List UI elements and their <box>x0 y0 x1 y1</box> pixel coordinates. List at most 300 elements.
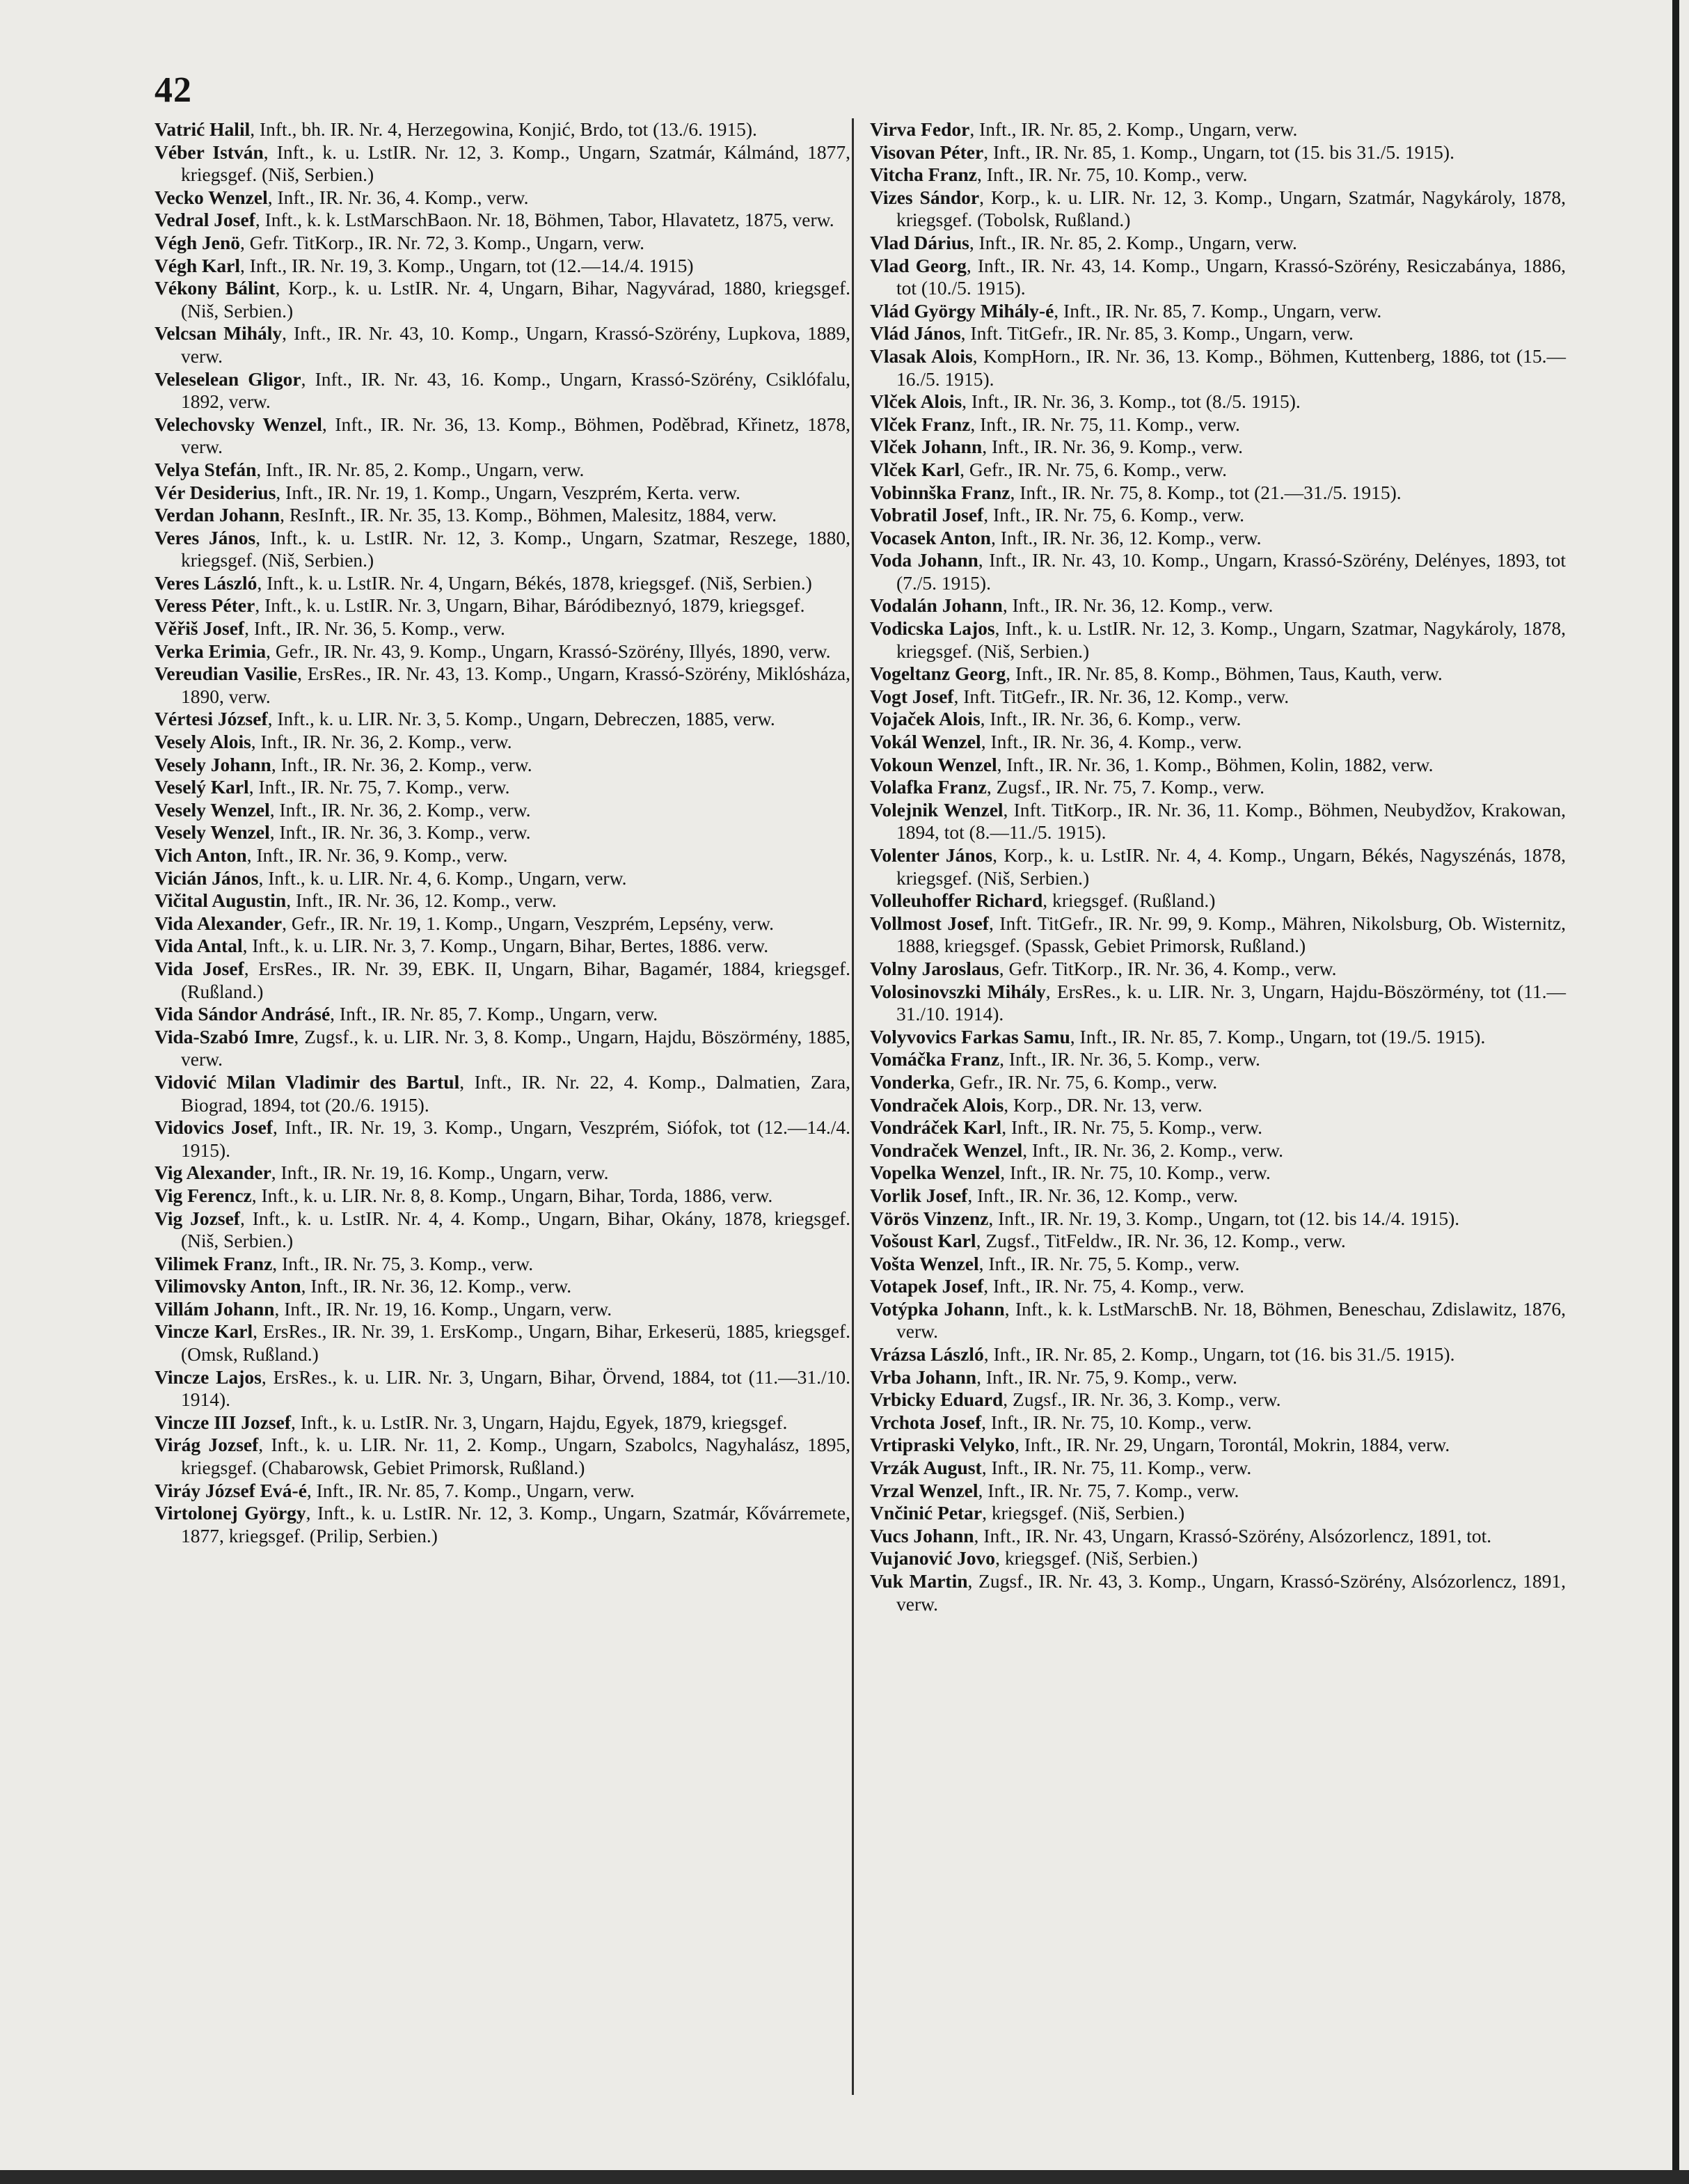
casualty-entry: Vuk Martin, Zugsf., IR. Nr. 43, 3. Komp., Ungarn, Krassó-Szörény, Alsózorlencz, 1891, verw. <box>870 1570 1566 1615</box>
casualty-entry: Vértesi József, Inft., k. u. LIR. Nr. 3, 5. Komp., Ungarn, Debreczen, 1885, verw. <box>154 708 775 730</box>
entry-details: ErsRes., k. u. LIR. Nr. 3, Ungarn, Hajdu-Böszörmény, tot (11.—31./10. 1914). <box>896 980 1566 1025</box>
casualty-entry: Vesely Alois, Inft., IR. Nr. 36, 2. Komp., verw. <box>154 731 512 753</box>
entry-name: Vecko Wenzel <box>154 186 268 208</box>
entry-details: Inft., IR. Nr. 85, 1. Komp., Ungarn, tot (15. bis 31./5. 1915). <box>992 141 1454 163</box>
entry-name: Vidovics Josef <box>154 1116 273 1139</box>
casualty-entry: Vilimek Franz, Inft., IR. Nr. 75, 3. Komp., verw. <box>154 1252 534 1274</box>
casualty-entry: Vrtipraski Velyko, Inft., IR. Nr. 29, Ungarn, Torontál, Mokrin, 1884, verw. <box>870 1434 1450 1456</box>
entry-name: Vrzák August <box>870 1457 982 1479</box>
entry-details: Inft., IR. Nr. 36, 3. Komp., verw. <box>279 821 531 844</box>
casualty-entry: Vošoust Karl, Zugsf., TitFeldw., IR. Nr. 36, 12. Komp., verw. <box>870 1230 1346 1252</box>
entry-name: Vondraček Wenzel <box>870 1139 1023 1161</box>
casualty-entry: Vida Antal, Inft., k. u. LIR. Nr. 3, 7. Komp., Ungarn, Bihar, Bertes, 1886. verw. <box>154 935 769 957</box>
casualty-entry: Vidović Milan Vladimir des Bartul, Inft., IR. Nr. 22, 4. Komp., Dalmatien, Zara, Biograd, 1894, tot (20./6. 1915). <box>154 1070 850 1116</box>
entry-name: Velcsan Mihály <box>154 322 283 345</box>
casualty-entry: Vereudian Vasilie, ErsRes., IR. Nr. 43, 13. Komp., Ungarn, Krassó-Szörény, Miklósháza, 1890, verw. <box>154 663 851 707</box>
casualty-entry: Veress Péter, Inft., k. u. LstIR. Nr. 3, Ungarn, Bihar, Báródibeznyó, 1879, kriegsgef. <box>154 594 805 617</box>
entry-name: Vrázsa László <box>870 1343 984 1366</box>
entry-name: Vošta Wenzel <box>870 1252 979 1274</box>
casualty-entry: Vilimovsky Anton, Inft., IR. Nr. 36, 12. Komp., verw. <box>154 1275 572 1297</box>
casualty-entry: Vig Ferencz, Inft., k. u. LIR. Nr. 8, 8. Komp., Ungarn, Bihar, Torda, 1886, verw. <box>154 1184 773 1206</box>
entry-name: Vlád János <box>870 322 961 345</box>
entry-name: Virva Fedor <box>870 118 970 140</box>
entry-details: Inft., IR. Nr. 36, 12. Komp., verw. <box>977 1184 1238 1206</box>
casualty-entry: Villám Johann, Inft., IR. Nr. 19, 16. Komp., Ungarn, verw. <box>154 1297 612 1320</box>
entry-name: Vér Desiderius <box>154 481 276 503</box>
entry-name: Vilimek Franz <box>154 1252 273 1274</box>
entry-name: Veres László <box>154 571 257 594</box>
entry-name: Vlček Johann <box>870 436 983 458</box>
casualty-entry: Vujanović Jovo, kriegsgef. (Niš, Serbien.) <box>870 1547 1198 1569</box>
casualty-entry: Vincze Karl, ErsRes., IR. Nr. 39, 1. ErsKomp., Ungarn, Bihar, Erkeserü, 1885, kriegsgef. (Omsk, Rußland.) <box>154 1320 850 1366</box>
casualty-entry: Vlček Alois, Inft., IR. Nr. 36, 3. Komp., tot (8./5. 1915). <box>870 390 1301 413</box>
entry-name: Vollmost Josef <box>870 912 989 934</box>
entry-details: Inft., IR. Nr. 36, 9. Komp., verw. <box>256 844 508 866</box>
entry-name: Vuk Martin <box>870 1570 968 1592</box>
casualty-entry: Vér Desiderius, Inft., IR. Nr. 19, 1. Komp., Ungarn, Veszprém, Kerta. verw. <box>154 481 740 503</box>
casualty-entry: Velya Stefán, Inft., IR. Nr. 85, 2. Komp., Ungarn, verw. <box>154 458 585 480</box>
entry-details: Inft., k. u. LstIR. Nr. 12, 3. Komp., Ungarn, Szatmar, Nagykároly, 1878, kriegsgef. (Niš, Serbien.) <box>896 617 1566 662</box>
casualty-entry: Vomáčka Franz, Inft., IR. Nr. 36, 5. Komp., verw. <box>870 1048 1260 1070</box>
entry-details: Inft., k. u. LstIR. Nr. 12, 3. Komp., Ungarn, Szatmar, Reszege, 1880, kriegsgef. (Niš, Serbien.) <box>181 526 851 571</box>
entry-details: Inft., IR. Nr. 22, 4. Komp., Dalmatien, Zara, Biograd, 1894, tot (20./6. 1915). <box>181 1070 850 1116</box>
entry-name: Vrba Johann <box>870 1366 977 1388</box>
entry-details: Inft., IR. Nr. 36, 4. Komp., verw. <box>990 731 1242 753</box>
entry-details: Inft., IR. Nr. 43, 10. Komp., Ungarn, Krassó-Szörény, Delényes, 1893, tot (7./5. 1915). <box>896 549 1566 594</box>
entry-name: Volny Jaroslaus <box>870 957 999 979</box>
casualty-entry: Vincze Lajos, ErsRes., k. u. LIR. Nr. 3, Ungarn, Bihar, Örvend, 1884, tot (11.—31./10. 1914). <box>154 1366 851 1411</box>
entry-name: Volosinovszki Mihály <box>870 980 1046 1002</box>
entry-name: Vatrić Halil <box>154 118 251 140</box>
casualty-entry: Vedral Josef, Inft., k. k. LstMarschBaon. Nr. 18, Böhmen, Tabor, Hlavatetz, 1875, verw. <box>154 209 834 231</box>
entry-details: Inft., IR. Nr. 43, 10. Komp., Ungarn, Krassó-Szörény, Lupkova, 1889, verw. <box>181 322 850 367</box>
casualty-entry: Volosinovszki Mihály, ErsRes., k. u. LIR. Nr. 3, Ungarn, Hajdu-Böszörmény, tot (11.—31./10. 1914). <box>870 980 1566 1025</box>
entry-name: Volyvovics Farkas Samu <box>870 1025 1070 1047</box>
entry-name: Vilimovsky Anton <box>154 1275 301 1297</box>
entry-name: Vobinnška Franz <box>870 481 1010 503</box>
casualty-entry: Vollmost Josef, Inft. TitGefr., IR. Nr. 99, 9. Komp., Mähren, Nikolsburg, Ob. Wisternitz, 1888, kriegsgef. (Spassk, Gebiet Primorsk, Rußland.) <box>870 912 1566 957</box>
casualty-entry: Virág Jozsef, Inft., k. u. LIR. Nr. 11, 2. Komp., Ungarn, Szabolcs, Nagyhalász, 1895, kriegsgef. (Chabarowsk, Gebiet Primorsk, Rußland.) <box>154 1434 850 1479</box>
casualty-entry: Vida Sándor Andrásé, Inft., IR. Nr. 85, 7. Komp., Ungarn, verw. <box>154 1003 658 1025</box>
casualty-entry: Vida Josef, ErsRes., IR. Nr. 39, EBK. II, Ungarn, Bihar, Bagamér, 1884, kriegsgef. (Rußland.) <box>154 957 850 1002</box>
entry-name: Vig Alexander <box>154 1162 271 1184</box>
entry-name: Vonderka <box>870 1070 951 1093</box>
entry-details: Inft., IR. Nr. 85, 2. Komp., Ungarn, verw. <box>979 118 1298 140</box>
entry-details: Gefr. TitKorp., IR. Nr. 72, 3. Komp., Ungarn, verw. <box>249 231 645 253</box>
entry-details: Inft., k. u. LIR. Nr. 3, 7. Komp., Ungarn, Bihar, Bertes, 1886. verw. <box>252 935 769 957</box>
entry-details: Inft., k. u. LstIR. Nr. 3, Ungarn, Hajdu, Egyek, 1879, kriegsgef. <box>300 1411 788 1433</box>
entry-details: Inft., IR. Nr. 36, 1. Komp., Böhmen, Kolin, 1882, verw. <box>1006 753 1434 775</box>
entry-details: kriegsgef. (Niš, Serbien.) <box>1004 1547 1198 1569</box>
entry-name: Vocasek Anton <box>870 526 991 548</box>
entry-details: Inft., IR. Nr. 75, 11. Komp., verw. <box>980 413 1240 435</box>
casualty-entry: Velcsan Mihály, Inft., IR. Nr. 43, 10. Komp., Ungarn, Krassó-Szörény, Lupkova, 1889, verw. <box>154 322 850 367</box>
entry-name: Visovan Péter <box>870 141 984 163</box>
entry-name: Vokál Wenzel <box>870 731 981 753</box>
entry-details: ErsRes., IR. Nr. 39, 1. ErsKomp., Ungarn, Bihar, Erkeserü, 1885, kriegsgef. (Omsk, Rußland.) <box>181 1320 850 1366</box>
entry-name: Vopelka Wenzel <box>870 1162 1001 1184</box>
entry-details: Gefr., IR. Nr. 43, 9. Komp., Ungarn, Krassó-Szörény, Illyés, 1890, verw. <box>275 640 831 662</box>
entry-name: Vrbicky Eduard <box>870 1388 1004 1411</box>
entry-details: Inft., IR. Nr. 75, 7. Komp., verw. <box>258 776 510 798</box>
entry-details: kriegsgef. (Rußland.) <box>1052 889 1216 912</box>
casualty-entry: Vojaček Alois, Inft., IR. Nr. 36, 6. Komp., verw. <box>870 708 1242 730</box>
casualty-entry: Vlad Dárius, Inft., IR. Nr. 85, 2. Komp., Ungarn, verw. <box>870 231 1297 253</box>
entry-name: Votapek Josef <box>870 1275 984 1297</box>
entry-details: Inft., IR. Nr. 19, 3. Komp., Ungarn, Veszprém, Siófok, tot (12.—14./4. 1915). <box>181 1116 850 1161</box>
casualty-entry: Vocasek Anton, Inft., IR. Nr. 36, 12. Komp., verw. <box>870 526 1262 548</box>
entry-details: Inft., IR. Nr. 43, Ungarn, Krassó-Szörény, Alsózorlencz, 1891, tot. <box>983 1524 1492 1546</box>
entry-details: Gefr. TitKorp., IR. Nr. 36, 4. Komp., verw. <box>1008 957 1337 979</box>
entry-name: Veselý Karl <box>154 776 249 798</box>
entry-name: Vida Antal <box>154 935 243 957</box>
entry-details: Inft., IR. Nr. 36, 3. Komp., tot (8./5. 1915). <box>971 390 1301 413</box>
entry-details: Inft., k. u. LstIR. Nr. 12, 3. Komp., Ungarn, Szatmár, Kálmánd, 1877, kriegsgef. (Niš, Serbien.) <box>181 141 850 186</box>
entry-details: Inft., IR. Nr. 29, Ungarn, Torontál, Mokrin, 1884, verw. <box>1024 1434 1450 1456</box>
entry-details: Inft., IR. Nr. 75, 4. Komp., verw. <box>992 1275 1245 1297</box>
casualty-entry: Véber István, Inft., k. u. LstIR. Nr. 12, 3. Komp., Ungarn, Szatmár, Kálmánd, 1877, kriegsgef. (Niš, Serbien.) <box>154 141 850 186</box>
casualty-entry: Vlad Georg, Inft., IR. Nr. 43, 14. Komp., Ungarn, Krassó-Szörény, Resiczabánya, 1886, tot (10./5. 1915). <box>870 254 1566 299</box>
entry-name: Vlád György Mihály-é <box>870 299 1054 322</box>
entry-name: Vida Alexander <box>154 912 283 934</box>
casualty-entry: Vida Alexander, Gefr., IR. Nr. 19, 1. Komp., Ungarn, Veszprém, Lepsény, verw. <box>154 912 775 934</box>
entry-name: Volafka Franz <box>870 776 987 798</box>
entry-details: Korp., k. u. LIR. Nr. 12, 3. Komp., Ungarn, Szatmár, Nagykároly, 1878, kriegsgef. (Tobolsk, Rußland.) <box>896 186 1566 231</box>
entry-details: Korp., k. u. LstIR. Nr. 4, Ungarn, Bihar, Nagyvárad, 1880, kriegsgef. (Niš, Serbien.) <box>181 277 850 322</box>
entry-details: Inft., IR. Nr. 36, 13. Komp., Böhmen, Poděbrad, Křinetz, 1878, verw. <box>181 413 851 458</box>
casualty-entry: Votapek Josef, Inft., IR. Nr. 75, 4. Komp., verw. <box>870 1275 1245 1297</box>
casualty-entry: Veselý Karl, Inft., IR. Nr. 75, 7. Komp., verw. <box>154 776 510 798</box>
entry-details: Inft., IR. Nr. 36, 5. Komp., verw. <box>1008 1048 1260 1070</box>
entry-details: Inft., IR. Nr. 75, 3. Komp., verw. <box>282 1252 534 1274</box>
entry-details: Inft., IR. Nr. 75, 10. Komp., verw. <box>986 164 1248 186</box>
entry-details: Inft., bh. IR. Nr. 4, Herzegowina, Konjić, Brdo, tot (13./6. 1915). <box>259 118 757 140</box>
entry-name: Vékony Bálint <box>154 277 276 299</box>
entry-name: Vincze Karl <box>154 1320 253 1343</box>
entry-details: Inft., IR. Nr. 36, 5. Komp., verw. <box>253 617 505 640</box>
casualty-entry: Vrzal Wenzel, Inft., IR. Nr. 75, 7. Komp., verw. <box>870 1479 1239 1501</box>
entry-details: Gefr., IR. Nr. 19, 1. Komp., Ungarn, Veszprém, Lepsény, verw. <box>291 912 775 934</box>
entry-name: Vošoust Karl <box>870 1230 976 1252</box>
entry-details: ErsRes., IR. Nr. 39, EBK. II, Ungarn, Bihar, Bagamér, 1884, kriegsgef. (Rußland.) <box>181 957 850 1002</box>
entry-details: Inft., k. u. LstIR. Nr. 12, 3. Komp., Ungarn, Szatmár, Kővárremete, 1877, kriegsgef. (Prilip, Serbien.) <box>181 1502 850 1546</box>
casualty-entry: Vodalán Johann, Inft., IR. Nr. 36, 12. Komp., verw. <box>870 594 1274 617</box>
entry-details: Inft., IR. Nr. 36, 12. Komp., verw. <box>295 889 557 912</box>
casualty-entry: Vogeltanz Georg, Inft., IR. Nr. 85, 8. Komp., Böhmen, Taus, Kauth, verw. <box>870 663 1443 685</box>
entry-details: Inft. TitKorp., IR. Nr. 36, 11. Komp., Böhmen, Neubydžov, Krakowan, 1894, tot (8.—11./5. 1915). <box>896 798 1567 844</box>
casualty-entry: Vizes Sándor, Korp., k. u. LIR. Nr. 12, 3. Komp., Ungarn, Szatmár, Nagykároly, 1878, kriegsgef. (Tobolsk, Rußland.) <box>870 186 1566 231</box>
casualty-entry: Vesely Wenzel, Inft., IR. Nr. 36, 2. Komp., verw. <box>154 798 531 821</box>
casualty-entry: Vincze III Jozsef, Inft., k. u. LstIR. Nr. 3, Ungarn, Hajdu, Egyek, 1879, kriegsgef. <box>154 1411 788 1433</box>
column-divider <box>852 118 854 2095</box>
entry-details: Inft., IR. Nr. 19, 16. Komp., Ungarn, verw. <box>284 1297 612 1320</box>
entry-details: ErsRes., k. u. LIR. Nr. 3, Ungarn, Bihar, Örvend, 1884, tot (11.—31./10. 1914). <box>181 1366 851 1411</box>
entry-details: Inft., IR. Nr. 36, 2. Komp., verw. <box>279 798 531 821</box>
entry-name: Vicián János <box>154 867 259 889</box>
entry-name: Volleuhoffer Richard <box>870 889 1043 912</box>
casualty-entry: Vlád György Mihály-é, Inft., IR. Nr. 85, 7. Komp., Ungarn, verw. <box>870 299 1382 322</box>
casualty-entry: Vopelka Wenzel, Inft., IR. Nr. 75, 10. Komp., verw. <box>870 1162 1271 1184</box>
casualty-entry: Virtolonej György, Inft., k. u. LstIR. Nr. 12, 3. Komp., Ungarn, Szatmár, Kővárremete, 1877, kriegsgef. (Prilip, Serbien.) <box>154 1502 850 1546</box>
entry-details: Inft., IR. Nr. 75, 9. Komp., verw. <box>985 1366 1237 1388</box>
entry-details: ErsRes., IR. Nr. 43, 13. Komp., Ungarn, Krassó-Szörény, Miklósháza, 1890, verw. <box>181 663 851 707</box>
casualty-entry: Vodicska Lajos, Inft., k. u. LstIR. Nr. 12, 3. Komp., Ungarn, Szatmar, Nagykároly, 1878, kriegsgef. (Niš, Serbien.) <box>870 617 1566 662</box>
casualty-entry: Verdan Johann, ResInft., IR. Nr. 35, 13. Komp., Böhmen, Malesitz, 1884, verw. <box>154 504 777 526</box>
casualty-entry: Virva Fedor, Inft., IR. Nr. 85, 2. Komp., Ungarn, verw. <box>870 118 1298 140</box>
entry-details: Inft., IR. Nr. 75, 11. Komp., verw. <box>991 1457 1252 1479</box>
entry-name: Verka Erimia <box>154 640 267 662</box>
entry-name: Volenter János <box>870 844 993 866</box>
casualty-entry: Vrbicky Eduard, Zugsf., IR. Nr. 36, 3. Komp., verw. <box>870 1388 1281 1411</box>
entry-name: Vich Anton <box>154 844 247 866</box>
entry-details: Inft., IR. Nr. 85, 2. Komp., Ungarn, tot (16. bis 31./5. 1915). <box>993 1343 1455 1366</box>
entry-name: Vojaček Alois <box>870 708 981 730</box>
entry-name: Vobratil Josef <box>870 504 984 526</box>
entry-name: Vlad Georg <box>870 254 967 276</box>
entry-details: Inft., IR. Nr. 36, 2. Komp., verw. <box>1032 1139 1284 1161</box>
entry-name: Vodicska Lajos <box>870 617 995 640</box>
entry-name: Vujanović Jovo <box>870 1547 996 1569</box>
entry-name: Vereudian Vasilie <box>154 663 298 685</box>
casualty-entry: Vrázsa László, Inft., IR. Nr. 85, 2. Komp., Ungarn, tot (16. bis 31./5. 1915). <box>870 1343 1455 1366</box>
entry-details: Inft., IR. Nr. 85, 7. Komp., Ungarn, verw. <box>316 1479 635 1501</box>
entry-name: Vig Ferencz <box>154 1184 252 1206</box>
entry-details: Inft., IR. Nr. 85, 7. Komp., Ungarn, tot (19./5. 1915). <box>1079 1025 1486 1047</box>
casualty-entry: Vnčinić Petar, kriegsgef. (Niš, Serbien.) <box>870 1502 1185 1524</box>
casualty-entry: Vičital Augustin, Inft., IR. Nr. 36, 12. Komp., verw. <box>154 889 557 912</box>
entry-name: Vesely Wenzel <box>154 798 270 821</box>
entry-name: Végh Jenö <box>154 231 240 253</box>
entry-details: Zugsf., TitFeldw., IR. Nr. 36, 12. Komp., verw. <box>985 1230 1346 1252</box>
casualty-entry: Vošta Wenzel, Inft., IR. Nr. 75, 5. Komp., verw. <box>870 1252 1240 1274</box>
casualty-entry: Vorlik Josef, Inft., IR. Nr. 36, 12. Komp., verw. <box>870 1184 1238 1206</box>
casualty-entry: Végh Karl, Inft., IR. Nr. 19, 3. Komp., Ungarn, tot (12.—14./4. 1915) <box>154 254 694 276</box>
casualty-entry: Vokoun Wenzel, Inft., IR. Nr. 36, 1. Komp., Böhmen, Kolin, 1882, verw. <box>870 753 1434 775</box>
entry-name: Vlad Dárius <box>870 231 969 253</box>
entry-details: Inft., k. k. LstMarschBaon. Nr. 18, Böhmen, Tabor, Hlavatetz, 1875, verw. <box>264 209 834 231</box>
entry-name: Viráy József Evá-é <box>154 1479 307 1501</box>
casualty-entry: Voda Johann, Inft., IR. Nr. 43, 10. Komp., Ungarn, Krassó-Szörény, Delényes, 1893, tot (7./5. 1915). <box>870 549 1566 594</box>
entry-details: Inft., k. u. LstIR. Nr. 4, 4. Komp., Ungarn, Bihar, Okány, 1878, kriegsgef. (Niš, Serbien.) <box>181 1207 850 1252</box>
casualty-entry: Vecko Wenzel, Inft., IR. Nr. 36, 4. Komp., verw. <box>154 186 529 208</box>
casualty-entry: Veres János, Inft., k. u. LstIR. Nr. 12, 3. Komp., Ungarn, Szatmar, Reszege, 1880, kriegsgef. (Niš, Serbien.) <box>154 526 851 571</box>
entry-details: Zugsf., IR. Nr. 36, 3. Komp., verw. <box>1013 1388 1281 1411</box>
entry-name: Veleselean Gligor <box>154 367 301 390</box>
entry-details: Inft. TitGefr., IR. Nr. 36, 12. Komp., verw. <box>963 685 1290 707</box>
entry-name: Végh Karl <box>154 254 240 276</box>
casualty-entry: Vig Alexander, Inft., IR. Nr. 19, 16. Komp., Ungarn, verw. <box>154 1162 609 1184</box>
entry-details: Inft., IR. Nr. 36, 12. Komp., verw. <box>310 1275 572 1297</box>
entry-name: Verdan Johann <box>154 504 280 526</box>
entry-name: Vnčinić Petar <box>870 1502 983 1524</box>
entry-details: Zugsf., IR. Nr. 75, 7. Komp., verw. <box>996 776 1265 798</box>
entry-name: Volejnik Wenzel <box>870 798 1004 821</box>
entry-details: Inft., IR. Nr. 36, 12. Komp., verw. <box>1012 594 1274 617</box>
casualty-entry: Vrchota Josef, Inft., IR. Nr. 75, 10. Komp., verw. <box>870 1411 1252 1433</box>
entry-name: Vitcha Franz <box>870 164 978 186</box>
casualty-entry: Vékony Bálint, Korp., k. u. LstIR. Nr. 4, Ungarn, Bihar, Nagyvárad, 1880, kriegsgef. (Niš, Serbien.) <box>154 277 850 322</box>
casualty-entry: Vlasak Alois, KompHorn., IR. Nr. 36, 13. Komp., Böhmen, Kuttenberg, 1886, tot (15.—16./5. 1915). <box>870 345 1566 390</box>
entry-details: kriegsgef. (Niš, Serbien.) <box>991 1502 1185 1524</box>
entry-name: Vondraček Alois <box>870 1093 1004 1116</box>
page-edge-bottom <box>0 2170 1689 2184</box>
entry-details: KompHorn., IR. Nr. 36, 13. Komp., Böhmen, Kuttenberg, 1886, tot (15.—16./5. 1915). <box>896 345 1566 390</box>
entry-details: Inft., k. u. LstIR. Nr. 4, Ungarn, Békés, 1878, kriegsgef. (Niš, Serbien.) <box>267 571 812 594</box>
entry-name: Veres János <box>154 526 256 548</box>
casualty-entry: Végh Jenö, Gefr. TitKorp., IR. Nr. 72, 3. Komp., Ungarn, verw. <box>154 231 645 253</box>
casualty-entry: Vobratil Josef, Inft., IR. Nr. 75, 6. Komp., verw. <box>870 504 1244 526</box>
entry-name: Vlček Alois <box>870 390 962 413</box>
entry-name: Vesely Johann <box>154 753 271 775</box>
entry-details: Inft., IR. Nr. 36, 4. Komp., verw. <box>277 186 529 208</box>
entry-name: Vértesi József <box>154 708 268 730</box>
entry-name: Vorlik Josef <box>870 1184 968 1206</box>
entry-name: Vizes Sándor <box>870 186 980 208</box>
entry-details: Inft., k. u. LIR. Nr. 8, 8. Komp., Ungarn, Bihar, Torda, 1886, verw. <box>261 1184 773 1206</box>
page-edge-right <box>1672 0 1679 2184</box>
entry-details: Inft., IR. Nr. 75, 8. Komp., tot (21.—31./5. 1915). <box>1020 481 1402 503</box>
right-column <box>870 118 1566 1615</box>
casualty-entry: Vida-Szabó Imre, Zugsf., k. u. LIR. Nr. 3, 8. Komp., Ungarn, Hajdu, Böszörmény, 1885, verw. <box>154 1025 850 1070</box>
casualty-entry: Vlád János, Inft. TitGefr., IR. Nr. 85, 3. Komp., Ungarn, verw. <box>870 322 1354 345</box>
entry-details: Korp., k. u. LstIR. Nr. 4, 4. Komp., Ungarn, Békés, Nagyszénás, 1878, kriegsgef. (Niš, Serbien.) <box>896 844 1566 889</box>
entry-name: Virtolonej György <box>154 1502 306 1524</box>
entry-name: Vucs Johann <box>870 1524 974 1546</box>
entry-name: Vrtipraski Velyko <box>870 1434 1015 1456</box>
entry-details: Inft., IR. Nr. 75, 10. Komp., verw. <box>1009 1162 1271 1184</box>
casualty-entry: Vokál Wenzel, Inft., IR. Nr. 36, 4. Komp., verw. <box>870 731 1242 753</box>
entry-details: Inft., IR. Nr. 85, 7. Komp., Ungarn, verw. <box>339 1003 658 1025</box>
entry-name: Vičital Augustin <box>154 889 287 912</box>
casualty-entry: Vidovics Josef, Inft., IR. Nr. 19, 3. Komp., Ungarn, Veszprém, Siófok, tot (12.—14./4. 1915). <box>154 1116 850 1161</box>
left-column <box>154 118 850 1547</box>
casualty-entry: Volny Jaroslaus, Gefr. TitKorp., IR. Nr. 36, 4. Komp., verw. <box>870 957 1337 979</box>
casualty-entry: Vatrić Halil, Inft., bh. IR. Nr. 4, Herzegowina, Konjić, Brdo, tot (13./6. 1915). <box>154 118 757 140</box>
entry-details: Inft., k. u. LIR. Nr. 4, 6. Komp., Ungarn, verw. <box>268 867 627 889</box>
entry-details: Gefr., IR. Nr. 75, 6. Komp., verw. <box>969 458 1228 480</box>
entry-name: Vesely Alois <box>154 731 251 753</box>
entry-name: Vogeltanz Georg <box>870 663 1006 685</box>
entry-name: Vincze Lajos <box>154 1366 262 1388</box>
entry-details: Inft., IR. Nr. 43, 16. Komp., Ungarn, Krassó-Szörény, Csiklófalu, 1892, verw. <box>181 367 851 413</box>
entry-name: Vig Jozsef <box>154 1207 240 1229</box>
casualty-entry: Volyvovics Farkas Samu, Inft., IR. Nr. 85, 7. Komp., Ungarn, tot (19./5. 1915). <box>870 1025 1486 1047</box>
casualty-entry: Verka Erimia, Gefr., IR. Nr. 43, 9. Komp., Ungarn, Krassó-Szörény, Illyés, 1890, verw. <box>154 640 831 662</box>
casualty-entry: Vogt Josef, Inft. TitGefr., IR. Nr. 36, 12. Komp., verw. <box>870 685 1290 707</box>
entry-details: Inft., IR. Nr. 43, 14. Komp., Ungarn, Krassó-Szörény, Resiczabánya, 1886, tot (10./5. 1915). <box>896 254 1566 299</box>
entry-details: Korp., DR. Nr. 13, verw. <box>1013 1093 1203 1116</box>
entry-name: Vodalán Johann <box>870 594 1003 617</box>
entry-details: Zugsf., k. u. LIR. Nr. 3, 8. Komp., Ungarn, Hajdu, Böszörmény, 1885, verw. <box>181 1025 850 1070</box>
entry-details: Inft., IR. Nr. 75, 5. Komp., verw. <box>1010 1116 1262 1139</box>
entry-details: Inft., IR. Nr. 75, 7. Komp., verw. <box>988 1479 1239 1501</box>
entry-name: Veress Péter <box>154 594 255 617</box>
casualty-entry: Volleuhoffer Richard, kriegsgef. (Rußland.) <box>870 889 1216 912</box>
entry-name: Vrchota Josef <box>870 1411 982 1433</box>
entry-name: Věřiš Josef <box>154 617 245 640</box>
casualty-entry: Viráy József Evá-é, Inft., IR. Nr. 85, 7. Komp., Ungarn, verw. <box>154 1479 635 1501</box>
entry-name: Vesely Wenzel <box>154 821 270 844</box>
casualty-entry: Vlček Johann, Inft., IR. Nr. 36, 9. Komp., verw. <box>870 436 1243 458</box>
casualty-entry: Vich Anton, Inft., IR. Nr. 36, 9. Komp., verw. <box>154 844 508 866</box>
entry-details: Inft., IR. Nr. 36, 2. Komp., verw. <box>260 731 512 753</box>
casualty-entry: Visovan Péter, Inft., IR. Nr. 85, 1. Komp., Ungarn, tot (15. bis 31./5. 1915). <box>870 141 1454 163</box>
casualty-entry: Volejnik Wenzel, Inft. TitKorp., IR. Nr. 36, 11. Komp., Böhmen, Neubydžov, Krakowan, 1894, tot (8.—11./5. 1915). <box>870 798 1567 844</box>
casualty-entry: Veres László, Inft., k. u. LstIR. Nr. 4, Ungarn, Békés, 1878, kriegsgef. (Niš, Serbien.) <box>154 571 812 594</box>
casualty-entry: Vobinnška Franz, Inft., IR. Nr. 75, 8. Komp., tot (21.—31./5. 1915). <box>870 481 1402 503</box>
entry-details: Inft., IR. Nr. 36, 6. Komp., verw. <box>990 708 1242 730</box>
casualty-entry: Votýpka Johann, Inft., k. k. LstMarschB. Nr. 18, Böhmen, Beneschau, Zdislawitz, 1876, verw. <box>870 1297 1567 1343</box>
casualty-entry: Vrzák August, Inft., IR. Nr. 75, 11. Komp., verw. <box>870 1457 1252 1479</box>
casualty-entry: Vondraček Wenzel, Inft., IR. Nr. 36, 2. Komp., verw. <box>870 1139 1284 1161</box>
entry-details: Inft. TitGefr., IR. Nr. 85, 3. Komp., Ungarn, verw. <box>970 322 1354 345</box>
entry-name: Vedral Josef <box>154 209 255 231</box>
casualty-entry: Volenter János, Korp., k. u. LstIR. Nr. 4, 4. Komp., Ungarn, Békés, Nagyszénás, 1878, kriegsgef. (Niš, Serbien.) <box>870 844 1566 889</box>
entry-name: Virág Jozsef <box>154 1434 259 1456</box>
entry-name: Voda Johann <box>870 549 978 571</box>
casualty-entry: Vicián János, Inft., k. u. LIR. Nr. 4, 6. Komp., Ungarn, verw. <box>154 867 627 889</box>
entry-details: Inft., IR. Nr. 36, 9. Komp., verw. <box>991 436 1243 458</box>
casualty-entry: Vlček Franz, Inft., IR. Nr. 75, 11. Komp., verw. <box>870 413 1240 435</box>
entry-details: Inft., IR. Nr. 75, 5. Komp., verw. <box>988 1252 1240 1274</box>
entry-details: Gefr., IR. Nr. 75, 6. Komp., verw. <box>959 1070 1218 1093</box>
casualty-entry: Volafka Franz, Zugsf., IR. Nr. 75, 7. Komp., verw. <box>870 776 1265 798</box>
entry-name: Vida-Szabó Imre <box>154 1025 294 1047</box>
entry-details: Inft., IR. Nr. 85, 2. Komp., Ungarn, verw. <box>266 458 585 480</box>
entry-name: Vidović Milan Vladimir des Bartul <box>154 1070 460 1093</box>
entry-name: Votýpka Johann <box>870 1297 1005 1320</box>
entry-name: Vondráček Karl <box>870 1116 1002 1139</box>
entry-name: Velechovsky Wenzel <box>154 413 322 435</box>
entry-details: Inft., k. u. LIR. Nr. 3, 5. Komp., Ungarn, Debreczen, 1885, verw. <box>277 708 775 730</box>
casualty-entry: Vondráček Karl, Inft., IR. Nr. 75, 5. Komp., verw. <box>870 1116 1262 1139</box>
entry-name: Vida Josef <box>154 957 244 979</box>
entry-name: Vogt Josef <box>870 685 954 707</box>
casualty-entry: Vig Jozsef, Inft., k. u. LstIR. Nr. 4, 4. Komp., Ungarn, Bihar, Okány, 1878, kriegsgef. (Niš, Serbien.) <box>154 1207 850 1252</box>
entry-details: Inft., IR. Nr. 75, 6. Komp., verw. <box>992 504 1244 526</box>
entry-details: Inft., IR. Nr. 85, 2. Komp., Ungarn, verw. <box>978 231 1297 253</box>
entry-details: Inft., k. k. LstMarschB. Nr. 18, Böhmen, Beneschau, Zdislawitz, 1876, verw. <box>896 1297 1567 1343</box>
entry-name: Vida Sándor Andrásé <box>154 1003 331 1025</box>
entry-details: Zugsf., IR. Nr. 43, 3. Komp., Ungarn, Krassó-Szörény, Alsózorlencz, 1891, verw. <box>896 1570 1566 1615</box>
entry-details: Inft., IR. Nr. 85, 7. Komp., Ungarn, verw. <box>1063 299 1382 322</box>
entry-details: Inft., IR. Nr. 85, 8. Komp., Böhmen, Taus, Kauth, verw. <box>1015 663 1443 685</box>
casualty-entry: Vucs Johann, Inft., IR. Nr. 43, Ungarn, Krassó-Szörény, Alsózorlencz, 1891, tot. <box>870 1524 1492 1546</box>
entry-name: Vincze III Jozsef <box>154 1411 292 1433</box>
casualty-entry: Vrba Johann, Inft., IR. Nr. 75, 9. Komp., verw. <box>870 1366 1237 1388</box>
entry-details: Inft., IR. Nr. 19, 16. Komp., Ungarn, verw. <box>280 1162 609 1184</box>
entry-details: Inft., k. u. LIR. Nr. 11, 2. Komp., Ungarn, Szabolcs, Nagyhalász, 1895, kriegsgef. (Chabarowsk, Gebiet Primorsk, Rußland.) <box>181 1434 850 1479</box>
entry-details: Inft., IR. Nr. 36, 2. Komp., verw. <box>280 753 532 775</box>
entry-name: Vlasak Alois <box>870 345 973 367</box>
casualty-entry: Vlček Karl, Gefr., IR. Nr. 75, 6. Komp., verw. <box>870 458 1228 480</box>
casualty-entry: Vonderka, Gefr., IR. Nr. 75, 6. Komp., verw. <box>870 1070 1218 1093</box>
entry-details: Inft. TitGefr., IR. Nr. 99, 9. Komp., Mähren, Nikolsburg, Ob. Wisternitz, 1888, kriegsgef. (Spassk, Gebiet Primorsk, Rußland.) <box>896 912 1566 957</box>
casualty-entry: Veleselean Gligor, Inft., IR. Nr. 43, 16. Komp., Ungarn, Krassó-Szörény, Csiklófalu, 1892, verw. <box>154 367 851 413</box>
entry-name: Vörös Vinzenz <box>870 1207 989 1229</box>
entry-details: Inft., IR. Nr. 19, 3. Komp., Ungarn, tot (12.—14./4. 1915) <box>249 254 694 276</box>
casualty-entry: Vesely Wenzel, Inft., IR. Nr. 36, 3. Komp., verw. <box>154 821 531 844</box>
entry-name: Vrzal Wenzel <box>870 1479 978 1501</box>
casualty-entry: Vondraček Alois, Korp., DR. Nr. 13, verw. <box>870 1093 1203 1116</box>
casualty-entry: Věřiš Josef, Inft., IR. Nr. 36, 5. Komp., verw. <box>154 617 505 640</box>
entry-name: Véber István <box>154 141 264 163</box>
entry-name: Vomáčka Franz <box>870 1048 1000 1070</box>
page-number: 42 <box>154 70 192 110</box>
entry-name: Vlček Karl <box>870 458 960 480</box>
entry-name: Vokoun Wenzel <box>870 753 997 775</box>
entry-details: Inft., IR. Nr. 36, 12. Komp., verw. <box>1000 526 1262 548</box>
